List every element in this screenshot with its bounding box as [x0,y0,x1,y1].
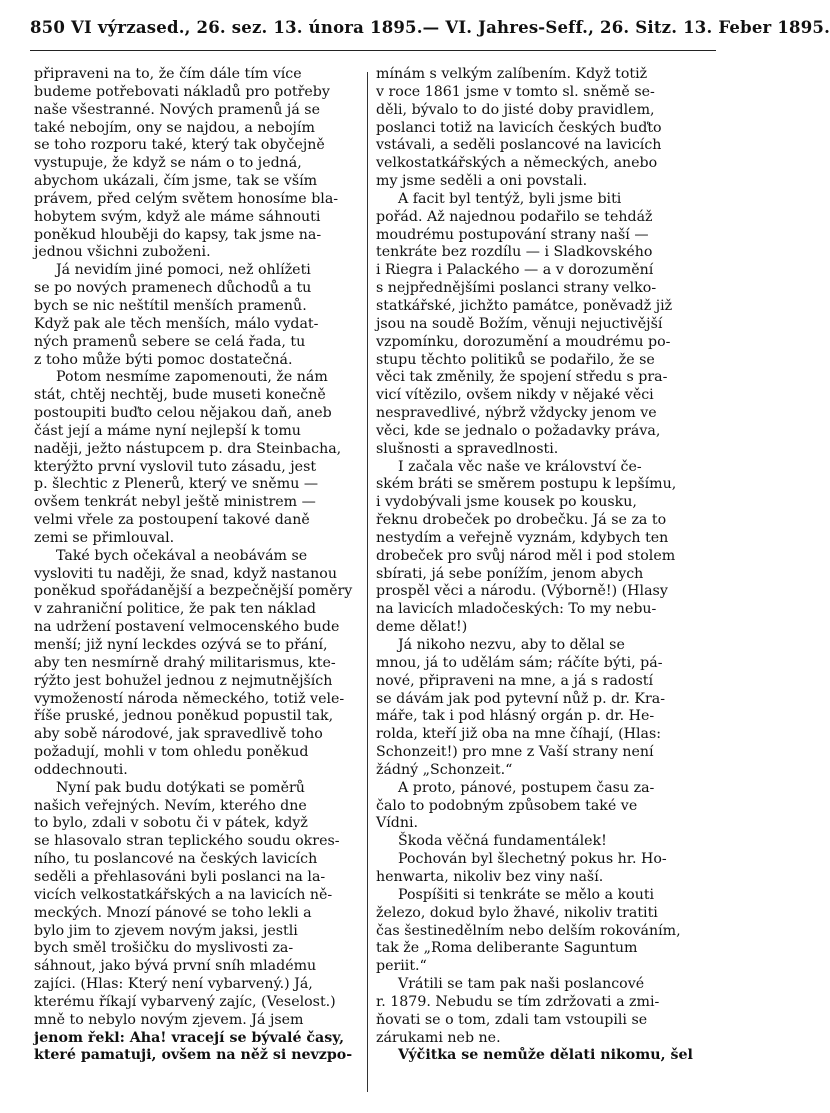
text-line: sáhnout, jako bývá první sníh mladému [34,958,317,975]
text-line: statkářské, jichžto památce, poněvadž již [376,297,673,314]
text-line: jenom řekl: Aha! vracejí se bývalé časy, [34,1029,345,1046]
text-line: henwarta, nikoliv bez viny naší. [376,868,604,885]
text-line: naše všestranné. Nových pramenů já se [34,101,320,118]
text-line: nestydím a veřejně vyznám, kdybych ten [376,529,669,546]
text-line: velkostatkářských a německých, anebo [376,155,658,172]
text-line: menší; již nyní leckdes ozývá se to přání, [34,637,328,653]
text-line: požadují, mohli v tom ohledu poněkud [34,744,309,761]
text-line: s nejpřednějšími poslanci strany velko- [376,280,657,297]
text-line: sbírati, já sebe ponížím, jenom abych [376,565,644,582]
text-line: kterýžto první vyslovil tuto zásadu, jest [34,458,317,475]
text-line: ního, tu poslancové na českých lavicích [34,851,318,868]
text-line: Když pak ale těch menších, málo vydat- [34,315,319,332]
text-line: z toho může býti pomoc dostatečná. [34,351,293,368]
text-line: našich veřejných. Nevím, kterého dne [34,797,307,814]
text-line: se hlasovalo stran teplického soudu okres- [34,833,340,850]
text-line: jednou všichni zuboženi. [34,244,211,261]
text-line: právem, před celým světem honosíme bla- [34,190,339,207]
text-line: čalo to podobným způsobem také ve [376,797,638,814]
text-line: poněkud spořádanější a bezpečnější poměry [34,583,353,600]
text-line: Potom nesmíme zapomenouti, že nám [56,369,328,386]
text-line: rýžto jest bohužel jednou z nejmutnějších [34,672,333,689]
text-line: hobytem svým, když ale máme sáhnouti [34,208,321,225]
text-line: vicích velkostatkářských a na lavicích ně- [34,886,333,903]
text-line: ňovati se o tom, zdali tam vstoupili se [376,1011,648,1028]
text-line: zemi se přimlouval. [34,529,175,546]
text-line: které pamatuji, ovšem na něž si nevzpo- [34,1047,353,1064]
text-line: žádný „Schonzeit.“ [376,761,513,778]
text-line: budeme potřebovati nákladů pro potřeby [34,83,330,100]
text-line: bych se nic neštítil menších pramenů. [34,297,307,314]
text-line: v roce 1861 jsme v tomto sl. sněmě se- [376,83,655,100]
text-line: naději, ježto nástupcem p. dra Steinbacha, [34,440,342,457]
text-line: prospěl věci a národu. (Výborně!) (Hlasy [376,583,668,600]
text-line: nové, připraveni na mne, a já s radostí [376,672,654,689]
text-line: tenkráte bez rozdílu — i Sladkovského [376,244,653,261]
text-line: stupu těchto politiků se podařilo, že se [376,351,655,368]
text-line: deme dělat!) [376,619,468,636]
text-line: Výčitka se nemůže dělati nikomu, šel [398,1047,693,1064]
text-line: r. 1879. Nebudu se tím zdržovati a zmi- [376,993,660,1010]
text-line: ovšem tenkrát nebyl ještě ministrem — [34,494,316,511]
text-line: jsou na soudě Božím, věnuji nejuctivější [376,315,663,332]
text-line: železo, dokud bylo žhavé, nikoliv tratiti [376,904,658,921]
text-line: to bylo, zdali v sobotu či v pátek, když [34,815,308,832]
page-header: 850 VI výrzased., 26. sez. 13. února 1895.— VI. Jahres-Seff., 26. Sitz. 13. Feber 1895. [30,18,830,37]
text-line: mínám s velkým zalíbením. Když totiž [376,66,648,82]
text-line: připraveni na to, že čím dále tím více [34,66,302,82]
text-line: slušnosti a spravedlnosti. [376,440,559,457]
text-line: v zahraniční politice, že pak ten náklad [34,601,316,618]
text-line: se toho rozporu také, který tak obyčejně [34,137,325,154]
text-line: řeknu drobeček po drobečku. Já se za to [376,512,667,529]
column-divider [367,72,368,1092]
text-line: mnou, já to udělám sám; ráčíte býti, pá- [376,654,663,671]
text-line: pořád. Až najednou podařilo se tehdáž [376,208,653,225]
text-line: Vrátili se tam pak naši poslancové [398,976,645,993]
text-line: máře, tak i pod hlásný orgán p. dr. He- [376,708,655,725]
text-line: i Riegra i Palackého — a v dorozumění [376,262,654,279]
text-line: poslanci totiž na lavicích českých buďto [376,119,662,136]
text-line: Vídni. [376,815,419,832]
text-line: velmi vřele za postoupení takové daně [34,512,310,529]
header-rule [30,50,716,51]
text-line: bych směl trošičku do myslivosti za- [34,940,294,957]
text-line: Já nikoho nezvu, aby to dělal se [398,637,625,653]
text-line: moudrému postupování strany naší — [376,226,649,243]
text-line: A proto, pánové, postupem času za- [398,779,655,796]
text-line: meckých. Mnozí pánové se toho lekli a [34,904,312,921]
text-line: mně to nebylo novým zjevem. Já jsem [34,1011,304,1028]
text-line: také nebojím, ony se najdou, a nebojím [34,119,315,136]
text-line: poněkud hlouběji do kapsy, tak jsme na- [34,226,322,243]
left-column [34,66,364,1065]
text-line: ných pramenů sebere se celá řada, tu [34,333,306,350]
text-line: seděli a přehlasováni byli poslanci na la- [34,868,326,885]
text-line: i vydobývali jsme kousek po kousku, [376,494,637,511]
text-line: Pochován byl šlechetný pokus hr. Ho- [398,851,667,868]
text-line: Škoda věčná fundamentálek! [398,833,607,850]
text-line: věci tak změnily, že spojení středu s pra- [376,369,668,386]
text-line: vystupuje, že když se nám o to jedná, [34,155,302,172]
text-line: postoupiti buďto celou nějakou daň, aneb [34,405,332,422]
text-line: vstávali, a seděli poslancové na lavicích [376,137,662,154]
text-line: vysloviti tu naději, že snad, když nastanou [34,565,337,582]
text-line: drobeček pro svůj národ měl i pod stolem [376,547,676,564]
text-line: zárukami neb ne. [376,1029,501,1046]
text-line: Nyní pak budu dotýkati se poměrů [56,779,305,796]
text-line: abychom ukázali, čím jsme, tak se vším [34,173,318,190]
text-line: kterému říkají vybarvený zajíc, (Veselost.) [34,993,336,1010]
text-line: děli, bývalo to do jisté doby pravidlem, [376,101,655,118]
text-line: I začala věc naše ve království če- [398,458,642,475]
text-line: říše pruské, jednou poněkud popustil tak, [34,708,334,725]
text-line: se dávám jak pod pytevní nůž p. dr. Kra- [376,690,666,707]
text-line: my jsme seděli a oni povstali. [376,173,588,190]
text-line: bylo jim to zjevem novým jaksi, jestli [34,922,298,939]
text-line: na lavicích mladočeských: To my nebu- [376,601,657,618]
text-line: Také bych očekával a neobávám se [56,547,308,564]
text-line: vzpomínku, dorozumění a moudrému po- [376,333,671,350]
text-line: ském bráti se směrem postupu k lepšímu, [376,476,677,493]
text-line: rolda, kteří již oba na mne číhají, (Hlas: [376,726,662,743]
text-line: věci, kde se jednalo o požadavky práva, [376,422,661,439]
text-line: periit.“ [376,958,427,975]
text-line: aby sobě národové, jak spravedlivě toho [34,726,323,743]
text-line: část její a máme nyní nejlepší k tomu [34,422,301,439]
text-line: vicí vítězilo, ovšem nikdy v nějaké věci [376,387,654,404]
text-line: stát, chtěj nechtěj, bude museti konečně [34,387,326,404]
text-line: na udržení postavení velmocenského bude [34,619,340,636]
text-line: čas šestinedělním nebo delším rokováním, [376,922,681,939]
text-line: se po nových pramenech důchodů a tu [34,280,312,297]
text-line: tak že „Roma deliberante Saguntum [376,940,638,957]
text-line: nespravedlivé, nýbrž vždycky jenom ve [376,405,657,422]
text-line: p. šlechtic z Plenerů, který ve sněmu — [34,476,319,493]
text-line: oddechnouti. [34,761,128,778]
text-line: Schonzeit!) pro mne z Vaší strany není [376,744,654,761]
text-line: Pospíšiti si tenkráte se mělo a kouti [398,886,655,903]
text-line: aby ten nesmírně drahý militarismus, kte- [34,654,336,671]
text-line: Já nevidím jiné pomoci, než ohlížeti [56,262,311,279]
text-line: vymožeností národa německého, totiž vele- [34,690,345,707]
right-column [376,66,706,1065]
text-line: zajíci. (Hlas: Který není vybarvený.) Já, [34,976,313,993]
text-line: A facit byl tentýž, byli jsme biti [398,190,622,207]
